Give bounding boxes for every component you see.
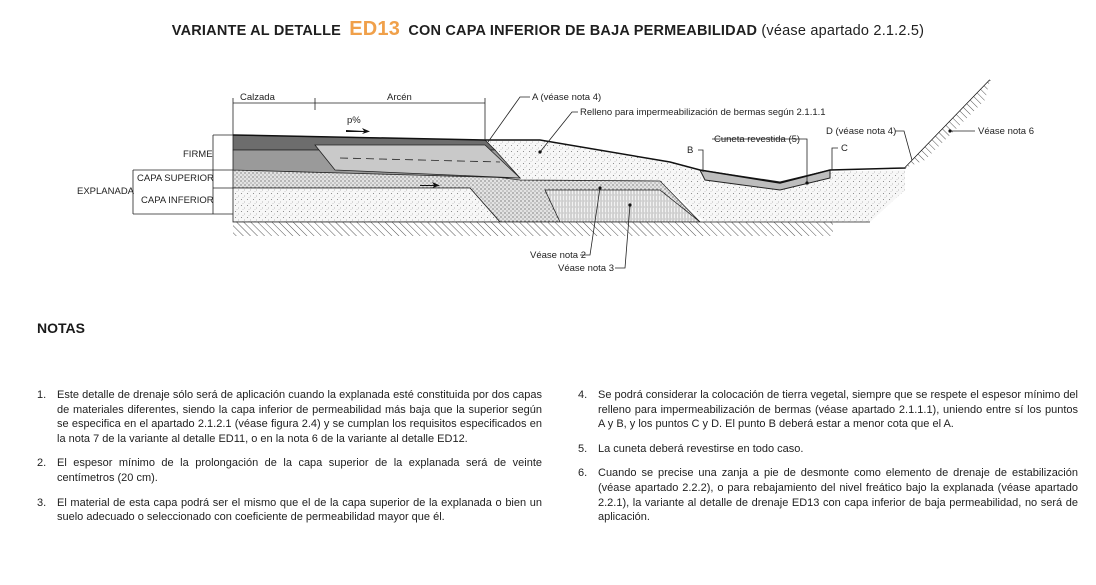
title-code: ED13 <box>349 18 401 40</box>
ground-hatch <box>233 222 833 236</box>
label-slope: p% <box>347 115 361 126</box>
note-item: 5. La cuneta deberá revestirse en todo caso. <box>578 442 804 455</box>
title-prefix: VARIANTE AL DETALLE <box>171 23 342 39</box>
notes-left-column <box>37 388 542 535</box>
label-nota3: Véase nota 3 <box>558 263 614 274</box>
notes-right-column <box>578 388 1078 535</box>
note-item: 4. Se podrá considerar la colocación de tierra vegetal, siempre que se respete el espesor mínimo del relleno para impermeabilización de bermas (véase apartado 2.1.1.1), uniendo entre sí los puntos A y B, y los puntos C y D. El punto B deberá estar a menor cota que el A. <box>578 389 1078 431</box>
label-capa-superior: CAPA SUPERIOR <box>137 173 214 184</box>
note-item: 3. El material de esta capa podrá ser el mismo que el de la capa superior de la explanada o bien un suelo adecuado o seleccionado con coeficiente de permeabilidad mayor que él. <box>37 496 542 524</box>
label-cuneta: Cuneta revestida (5) <box>714 134 801 145</box>
label-nota2: Véase nota 2 <box>530 250 586 261</box>
notes-heading: NOTAS <box>37 320 85 336</box>
label-capa-inferior: CAPA INFERIOR <box>141 195 214 206</box>
label-arcen: Arcén <box>387 92 412 103</box>
capa-inferior-layer <box>233 188 500 222</box>
label-calzada: Calzada <box>240 92 275 103</box>
label-explanada: EXPLANADA <box>77 186 135 197</box>
label-point-c: C <box>841 143 848 154</box>
label-relleno: Relleno para impermeabilización de bermas según 2.1.1.1 <box>580 107 826 118</box>
label-point-d: D (véase nota 4) <box>826 126 897 137</box>
title-reference: (véase apartado 2.1.2.5) <box>761 23 925 39</box>
note-item: 6. Cuando se precise una zanja a pie de desmonte como elemento de drenaje de estabilización (véase apartado 2.2.2), o para rebajamiento del nivel freático bajo la explanada (véase apartado 2.2.1), la variante al detalle de drenaje ED13 con capa inferior de baja permeabilidad, no será de aplicación. <box>578 467 1078 524</box>
note-item: 1. Este detalle de drenaje sólo será de aplicación cuando la explanada esté constituida por dos capas de materiales diferentes, siendo la capa inferior de permeabilidad más baja que la superior según se especifica en el apartado 2.1.2.1 (véase figura 2.4) y se cumplan los requisitos especificados en la nota 7 de la variante al detalle ED11, o en la nota 6 de la variante al detalle ED12. <box>37 389 542 445</box>
label-point-b: B <box>687 145 694 156</box>
label-point-a: A (véase nota 4) <box>532 92 602 103</box>
note-item: 2. El espesor mínimo de la prolongación de la capa superior de la explanada será de veinte centímetros (20 cm). <box>37 457 542 484</box>
label-nota6: Véase nota 6 <box>978 126 1034 137</box>
title-suffix: CON CAPA INFERIOR DE BAJA PERMEABILIDAD <box>408 23 758 39</box>
label-firme: FIRME <box>183 149 213 160</box>
slope-arrow <box>346 128 370 134</box>
